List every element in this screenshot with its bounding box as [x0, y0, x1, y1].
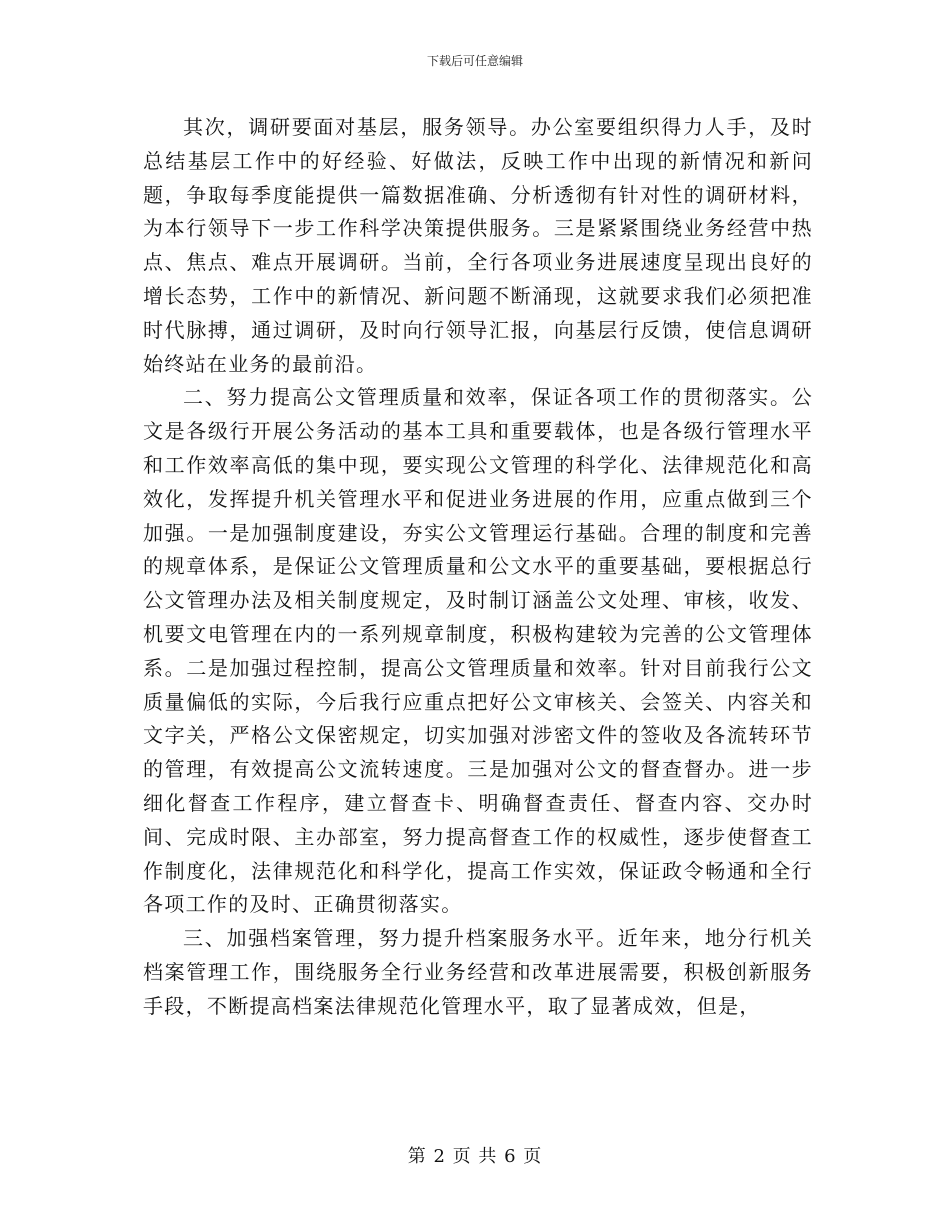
paragraph-document-management: 二、努力提高公文管理质量和效率，保证各项工作的贯彻落实。公文是各级行开展公务活动的基本工具和重要载体，也是各级行管理水平和工作效率高低的集中现，要实现公文管理的科学化、法律规范化和高效化，发挥提升机关管理水平和促进业务进展的作用，应重点做到三个加强。一是加强制度建设，夯实公文管理运行基础。合理的制度和完善的规章体系，是保证公文管理质量和公文水平的重要基础，要根据总行公文管理办法及相关制度规定，及时制订涵盖公文处理、审核，收发、机要文电管理在内的一系列规章制度，积极构建较为完善的公文管理体系。二是加强过程控制，提高公文管理质量和效率。针对目前我行公文质量偏低的实际，今后我行应重点把好公文审核关、会签关、内容关和文字关，严格公文保密规定，切实加强对涉密文件的签收及各流转环节的管理，有效提高公文流转速度。三是加强对公文的督查督办。进一步细化督查工作程序，建立督查卡、明确督查责任、督查内容、交办时间、完成时限、主办部室，努力提高督查工作的权威性，逐步使督查工作制度化，法律规范化和科学化，提高工作实效，保证政令畅通和全行各项工作的及时、正确贯彻落实。 [143, 385, 813, 917]
page-number: 第 2 页 共 6 页 [407, 1146, 543, 1167]
page-header: 下载后可任意编辑 [426, 54, 523, 68]
paragraph-archive-management: 三、加强档案管理，努力提升档案服务水平。近年来，地分行机关档案管理工作，围绕服务全行业务经营和改革进展需要，积极创新服务手段，不断提高档案法律规范化管理水平，取了显著成效，但是， [143, 926, 813, 1018]
document-body [143, 111, 813, 1024]
paragraph-research: 其次，调研要面对基层，服务领导。办公室要组织得力人手，及时总结基层工作中的好经验、好做法，反映工作中出现的新情况和新问题，争取每季度能提供一篇数据准确、分析透彻有针对性的调研材料，为本行领导下一步工作科学决策提供服务。三是紧紧围绕业务经营中热点、焦点、难点开展调研。当前，全行各项业务进展速度呈现出良好的增长态势，工作中的新情况、新问题不断涌现，这就要求我们必须把准时代脉搏，通过调研，及时向行领导汇报，向基层行反馈，使信息调研始终站在业务的最前沿。 [143, 115, 813, 376]
